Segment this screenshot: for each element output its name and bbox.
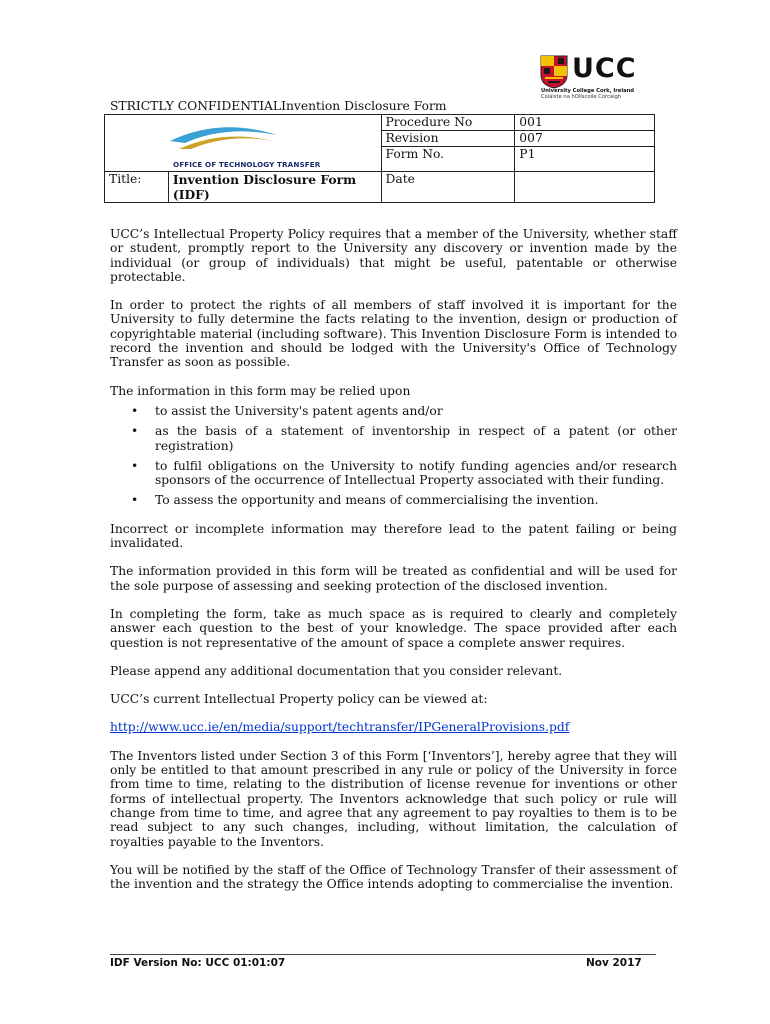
- paragraph-append-docs: Please append any additional documentation that you consider relevant.: [110, 663, 563, 678]
- ucc-logo: [540, 55, 646, 99]
- confidential-heading: STRICTLY CONFIDENTIALInvention Disclosure Form: [110, 99, 447, 113]
- list-item: • as the basis of a statement of inventorship in respect of a patent (or other registration): [155, 424, 677, 453]
- paragraph-notification: You will be notified by the staff of the Office of Technology Transfer of their assessment of the invention and the strategy the Office intends adopting to commercialise the invention.: [110, 862, 677, 892]
- form-no-value: P1: [515, 147, 655, 172]
- paragraph-protect-rights: In order to protect the rights of all members of staff involved it is important for the University to fully determine the facts relating to the invention, design or production of copyrightable material (including software). This Invention Disclosure Form is intended to record the invention and should be lodged with the University's Office of Technology Transfer as soon as possible.: [110, 298, 677, 370]
- revision-value: 007: [515, 131, 655, 147]
- procedure-no-label: Procedure No: [381, 115, 515, 131]
- paragraph-policy-link-intro: UCC’s current Intellectual Property policy can be viewed at:: [110, 692, 488, 707]
- footer-date: Nov 2017: [586, 957, 642, 969]
- document-header-table: [104, 114, 655, 203]
- title-value: Invention Disclosure Form (IDF): [168, 172, 381, 203]
- paragraph-incorrect-info: Incorrect or incomplete information may therefore lead to the patent failing or being invalidated.: [110, 521, 677, 551]
- ucc-subtitle-irish: Coláiste na hOllscoile Corcaigh: [541, 94, 622, 100]
- paragraph-relied-upon: The information in this form may be relied upon: [110, 383, 411, 398]
- ott-label: OFFICE OF TECHNOLOGY TRANSFER: [173, 160, 321, 169]
- ip-policy-link[interactable]: http://www.ucc.ie/en/media/support/techtransfer/IPGeneralProvisions.pdf: [110, 720, 570, 735]
- footer-divider: [110, 954, 656, 955]
- paragraph-ip-policy: UCC’s Intellectual Property Policy requires that a member of the University, whether staff or student, promptly report to the University any discovery or invention made by the individual (or group of individuals) that might be useful, patentable or otherwise protectable.: [110, 227, 677, 284]
- footer-version: IDF Version No: UCC 01:01:07: [110, 957, 286, 969]
- paragraph-completing-form: In completing the form, take as much space as is required to clearly and completely answer each question to the best of your knowledge. The space provided after each question is not representative of the amount of space a complete answer requires.: [110, 606, 677, 650]
- document-body: [110, 227, 677, 905]
- list-item: • to fulfil obligations on the University to notify funding agencies and/or research sponsors of the occurrence of Intellectual Property associated with their funding.: [155, 459, 677, 488]
- revision-label: Revision: [381, 131, 515, 147]
- date-value: [515, 172, 655, 203]
- ott-logo-cell: [105, 115, 382, 172]
- title-label: Title:: [105, 172, 169, 203]
- list-item: • to assist the University's patent agents and/or: [155, 404, 677, 418]
- procedure-no-value: 001: [515, 115, 655, 131]
- reliance-list: [110, 404, 677, 508]
- ott-swoosh-icon: [165, 119, 285, 155]
- list-item: • To assess the opportunity and means of commercialising the invention.: [155, 493, 677, 507]
- ucc-crest-icon: [540, 55, 568, 89]
- form-no-label: Form No.: [381, 147, 515, 172]
- paragraph-inventors-agreement: The Inventors listed under Section 3 of this Form [‘Inventors’], hereby agree that they will only be entitled to that amount prescribed in any rule or policy of the University in force from time to time, relating to the distribution of license revenue for inventions or other forms of intellectual property. The Inventors acknowledge that such policy or rule will change from time to time, and agree that any agreement to pay royalties to them is to be read subject to any such changes, including, without limitation, the calculation of royalties payable to the Inventors.: [110, 748, 677, 849]
- ucc-wordmark: UCC: [572, 53, 637, 84]
- date-label: Date: [381, 172, 515, 203]
- paragraph-confidential: The information provided in this form will be treated as confidential and will be used for the sole purpose of assessing and seeking protection of the disclosed invention.: [110, 564, 677, 593]
- ucc-subtitle-english: University College Cork, Ireland: [541, 88, 635, 94]
